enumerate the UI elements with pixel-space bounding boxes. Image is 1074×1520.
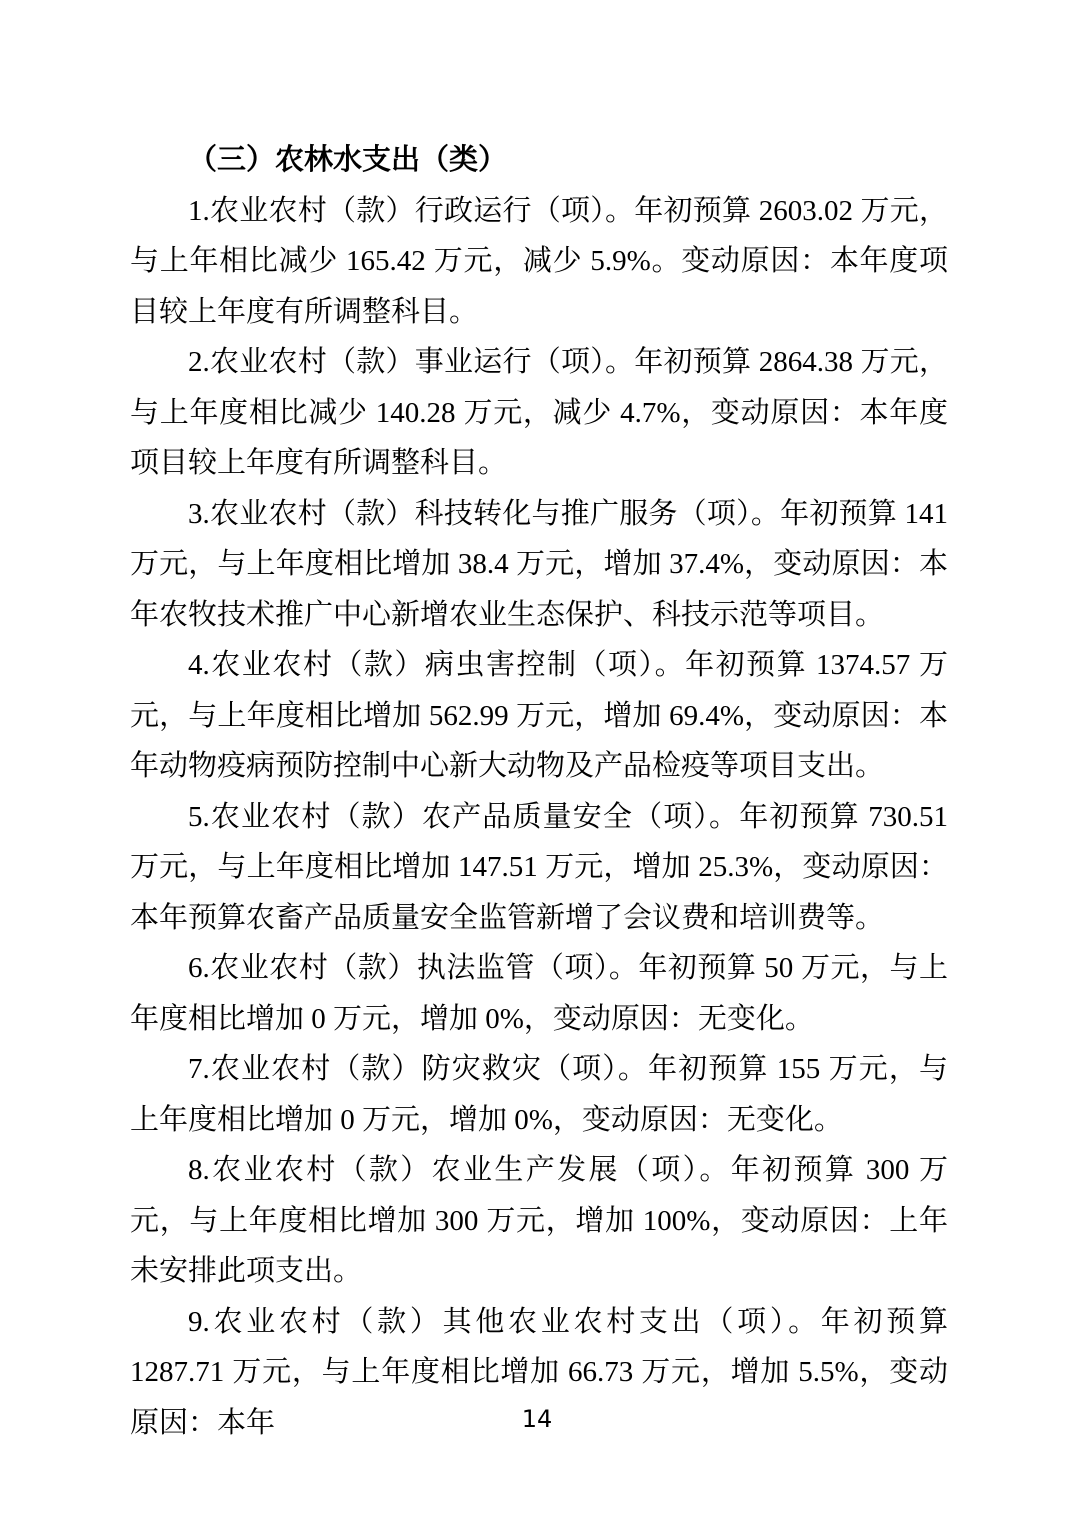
budget-item-paragraph-3: 3.农业农村（款）科技转化与推广服务（项）。年初预算 141 万元，与上年度相比增加 38.4 万元，增加 37.4%，变动原因：本年农牧技术推广中心新增农业生态保护、科技示范等项目。 (130, 497, 948, 631)
section-heading: （三）农林水支出（类） (188, 144, 508, 176)
document-body (130, 135, 948, 1448)
page-number: 14 (521, 1405, 553, 1433)
budget-item-paragraph-9: 9.农业农村（款）其他农业农村支出（项）。年初预算 1287.71 万元，与上年度相比增加 66.73 万元，增加 5.5%，变动原因：本年 (130, 1305, 948, 1439)
budget-item-paragraph-5: 5.农业农村（款）农产品质量安全（项）。年初预算 730.51 万元，与上年度相比增加 147.51 万元，增加 25.3%，变动原因：本年预算农畜产品质量安全监管新增了会议费和培训费等。 (130, 800, 948, 934)
budget-item-paragraph-6: 6.农业农村（款）执法监管（项）。年初预算 50 万元，与上年度相比增加 0 万元，增加 0%，变动原因：无变化。 (130, 952, 948, 1035)
budget-item-paragraph-4: 4.农业农村（款）病虫害控制（项）。年初预算 1374.57 万元，与上年度相比增加 562.99 万元，增加 69.4%，变动原因：本年动物疫病预防控制中心新大动物及产品检疫等项目支出。 (130, 649, 948, 782)
budget-item-paragraph-1: 1.农业农村（款）行政运行（项）。年初预算 2603.02 万元，与上年相比减少 165.42 万元，减少 5.9%。变动原因：本年度项目较上年度有所调整科目。 (130, 194, 948, 328)
budget-item-paragraph-2: 2.农业农村（款）事业运行（项）。年初预算 2864.38 万元，与上年度相比减少 140.28 万元，减少 4.7%，变动原因：本年度项目较上年度有所调整科目。 (130, 346, 948, 479)
budget-item-paragraph-7: 7.农业农村（款）防灾救灾（项）。年初预算 155 万元，与上年度相比增加 0 万元，增加 0%，变动原因：无变化。 (130, 1053, 948, 1136)
budget-item-paragraph-8: 8.农业农村（款）农业生产发展（项）。年初预算 300 万元，与上年度相比增加 300 万元，增加 100%，变动原因：上年未安排此项支出。 (130, 1154, 948, 1287)
